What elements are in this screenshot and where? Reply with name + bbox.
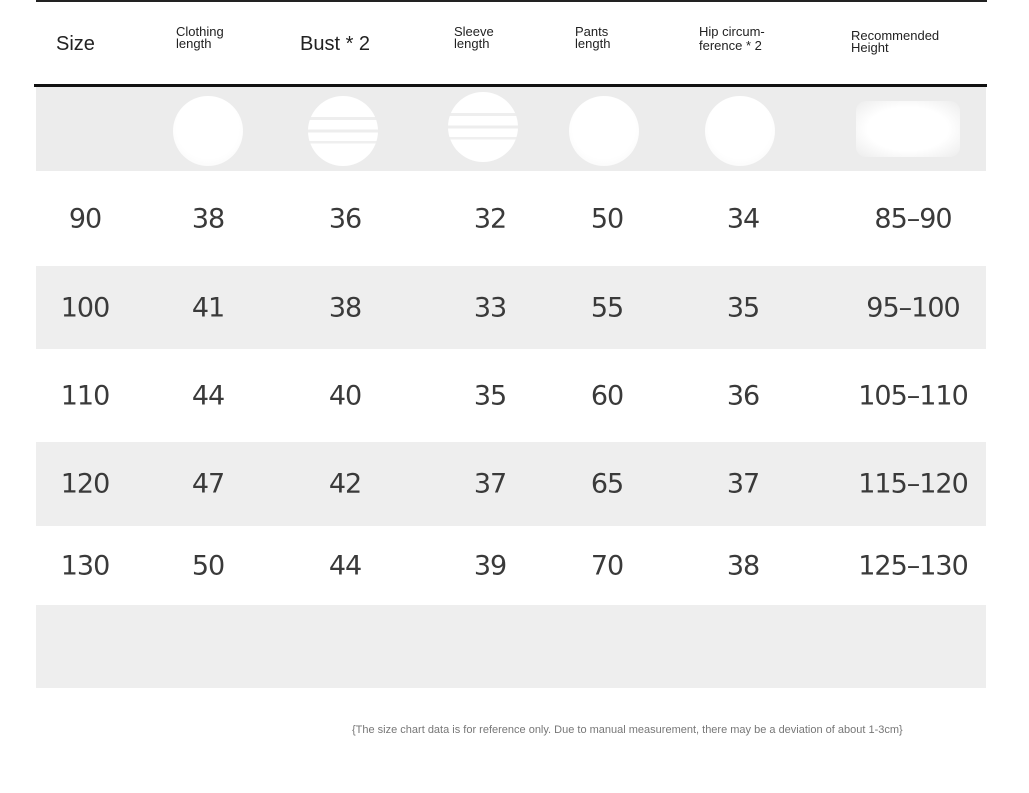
header-clothing-length: Clothing length	[176, 24, 224, 51]
cell-size: 100	[60, 292, 110, 323]
table-row	[36, 349, 986, 442]
cell-sleeve-length: 37	[473, 468, 507, 500]
cell-sleeve-length: 33	[473, 292, 507, 323]
cell-hip: 36	[726, 380, 760, 411]
header-size: Size	[56, 33, 95, 55]
cell-size: 130	[60, 550, 110, 581]
hip-icon	[705, 96, 775, 166]
cell-clothing-length: 38	[191, 203, 225, 234]
pants-length-icon	[569, 96, 639, 166]
cell-size: 120	[60, 468, 110, 500]
cell-size: 110	[60, 380, 110, 411]
cell-bust: 42	[328, 468, 362, 500]
cell-clothing-length: 44	[191, 380, 225, 411]
clothing-length-icon	[173, 96, 243, 166]
cell-clothing-length: 41	[191, 292, 225, 323]
cell-bust: 36	[328, 203, 362, 234]
cell-hip: 34	[726, 203, 760, 234]
empty-row	[36, 605, 986, 688]
sleeve-length-icon	[448, 92, 518, 162]
cell-sleeve-length: 39	[473, 550, 507, 581]
cell-pants-length: 70	[590, 550, 624, 581]
cell-bust: 44	[328, 550, 362, 581]
footnote: {The size chart data is for reference only. Due to manual measurement, there may be a deviation of about 1-3cm}	[352, 724, 903, 736]
cell-height: 85–90	[874, 203, 952, 234]
cell-bust: 38	[328, 292, 362, 323]
cell-height: 105–110	[858, 380, 968, 411]
header-pants-length: Pants length	[575, 24, 611, 51]
size-chart-header	[36, 2, 987, 84]
header-hip: Hip circum- ference * 2	[699, 24, 765, 53]
table-row	[36, 526, 986, 605]
bust-icon	[308, 96, 378, 166]
cell-pants-length: 60	[590, 380, 624, 411]
cell-pants-length: 50	[590, 203, 624, 234]
header-recommended-height: Recommended Height	[851, 28, 940, 55]
cell-bust: 40	[328, 380, 362, 411]
cell-pants-length: 65	[590, 468, 624, 500]
cell-hip: 35	[726, 292, 760, 323]
table-row	[36, 442, 986, 526]
cell-clothing-length: 47	[191, 468, 225, 500]
cell-sleeve-length: 35	[473, 380, 507, 411]
table-row	[36, 266, 986, 349]
cell-hip: 38	[726, 550, 760, 581]
icon-band	[36, 87, 986, 171]
height-icon	[856, 101, 960, 157]
cell-height: 125–130	[858, 550, 968, 581]
table-row	[36, 171, 986, 266]
header-sleeve-length: Sleeve length	[454, 24, 494, 51]
cell-pants-length: 55	[590, 292, 624, 323]
cell-height: 115–120	[858, 468, 968, 500]
header-bust: Bust * 2	[300, 33, 371, 55]
cell-sleeve-length: 32	[473, 203, 507, 234]
cell-clothing-length: 50	[191, 550, 225, 581]
cell-hip: 37	[726, 468, 760, 500]
cell-height: 95–100	[866, 292, 960, 323]
cell-size: 90	[68, 203, 102, 234]
